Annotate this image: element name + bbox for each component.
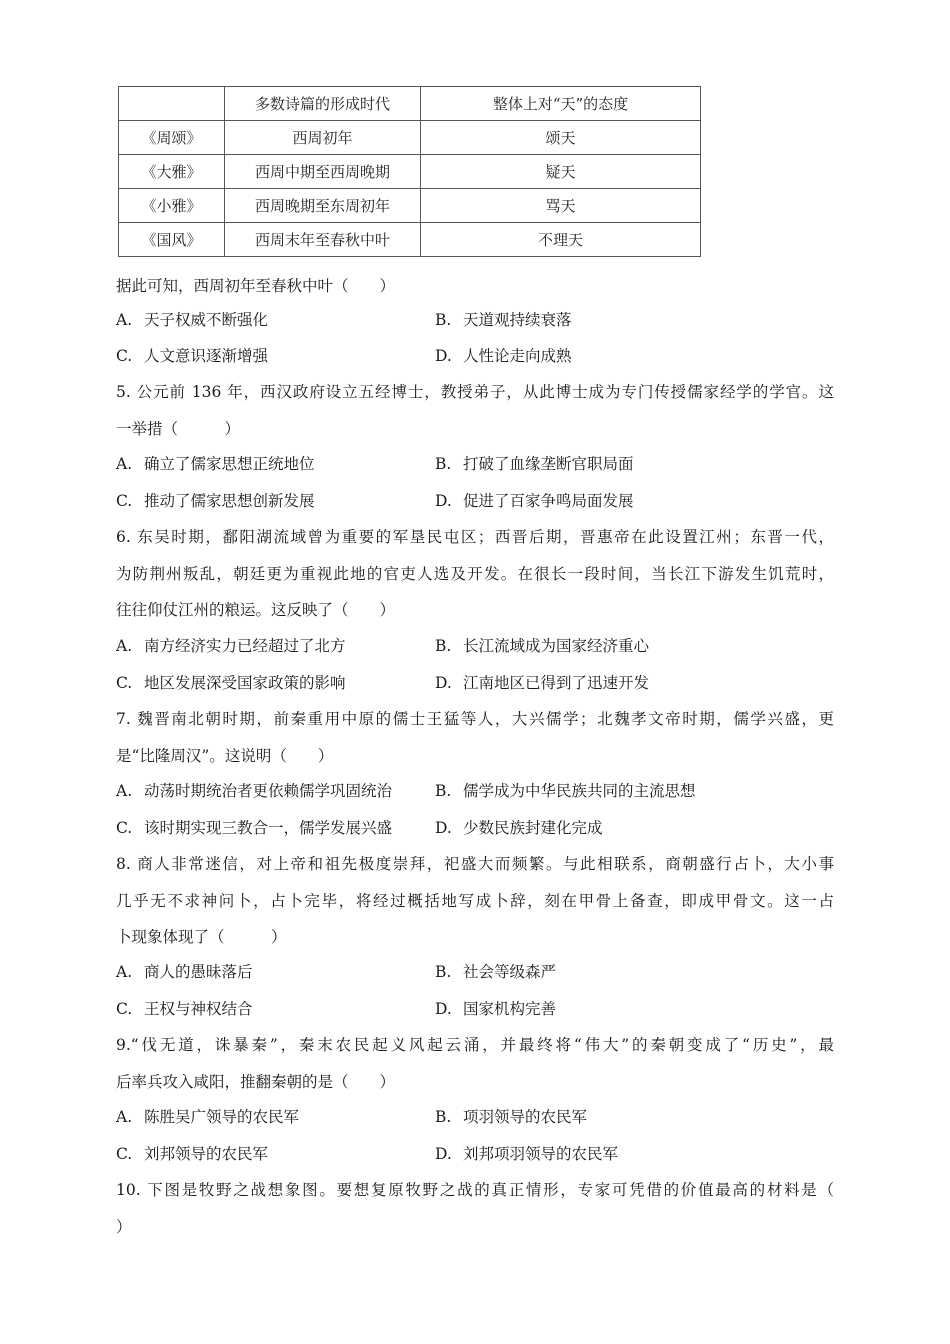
q8-option-c[interactable] — [116, 999, 253, 1019]
q8-option-b[interactable] — [435, 962, 556, 982]
option-text: 王权与神权结合 — [144, 1000, 253, 1018]
q5-option-a[interactable] — [116, 454, 315, 474]
q6-stem-line-3: 往往仰仗江州的粮运。这反映了（ ） — [116, 601, 396, 619]
q9-option-c[interactable] — [116, 1144, 268, 1164]
q4-stem: 据此可知，西周初年至春秋中叶（ ） — [116, 277, 396, 295]
q6-stem-line-1: 6. 东吴时期，鄱阳湖流域曾为重要的军垦民屯区；西晋后期，晋惠帝在此设置江州；东晋一代， — [116, 528, 834, 546]
q5-option-b[interactable] — [435, 454, 634, 474]
table-cell: 《国风》 — [119, 223, 225, 257]
table-cell: 西周末年至春秋中叶 — [225, 223, 421, 257]
q9-stem-line-2: 后率兵攻入咸阳，推翻秦朝的是（ ） — [116, 1073, 396, 1091]
option-text: 国家机构完善 — [463, 1000, 557, 1018]
option-letter: B. — [435, 455, 452, 473]
table-header-cell: 多数诗篇的形成时代 — [225, 87, 421, 121]
option-letter: A. — [116, 963, 133, 981]
q5-stem-line-1: 5. 公元前 136 年，西汉政府设立五经博士，教授弟子，从此博士成为专门传授儒家经学的学官。这 — [116, 383, 834, 401]
table-cell: 骂天 — [421, 189, 701, 223]
option-text: 推动了儒家思想创新发展 — [144, 492, 315, 510]
option-text: 人文意识逐渐增强 — [144, 347, 269, 365]
q5-option-d[interactable] — [435, 491, 634, 511]
option-text: 促进了百家争鸣局面发展 — [463, 492, 634, 510]
q7-option-b[interactable] — [435, 781, 696, 801]
q8-stem-line-1: 8. 商人非常迷信，对上帝和祖先极度崇拜，祀盛大而频繁。与此相联系，商朝盛行占卜，大小事 — [116, 855, 834, 873]
option-letter: A. — [116, 311, 133, 329]
q8-option-a[interactable] — [116, 962, 253, 982]
option-text: 项羽领导的农民军 — [463, 1108, 588, 1126]
q8-stem-line-2: 几乎无不求神问卜，占卜完毕，将经过概括地写成卜辞，刻在甲骨上备查，即成甲骨文。这一占 — [116, 892, 834, 910]
option-text: 人性论走向成熟 — [463, 347, 572, 365]
q9-stem-line-1: 9.“伐无道，诛暴秦”，秦末农民起义风起云涌，并最终将“伟大”的秦朝变成了“历史”，最 — [116, 1036, 834, 1054]
option-text: 少数民族封建化完成 — [463, 819, 603, 837]
option-letter: C. — [116, 1145, 133, 1163]
q4-option-a[interactable] — [116, 310, 268, 330]
option-letter: C. — [116, 819, 133, 837]
option-letter: D. — [435, 674, 452, 692]
q7-option-a[interactable] — [116, 781, 392, 801]
table-header-cell: 整体上对“天”的态度 — [421, 87, 701, 121]
poems-table — [118, 86, 701, 257]
option-letter: C. — [116, 347, 133, 365]
option-letter: D. — [435, 492, 452, 510]
option-letter: D. — [435, 347, 452, 365]
option-letter: B. — [435, 963, 452, 981]
table-cell: 西周晚期至东周初年 — [225, 189, 421, 223]
q5-option-c[interactable] — [116, 491, 315, 511]
option-text: 刘邦项羽领导的农民军 — [463, 1145, 619, 1163]
option-text: 儒学成为中华民族共同的主流思想 — [463, 782, 696, 800]
option-text: 商人的愚昧落后 — [144, 963, 253, 981]
q8-stem-line-3: 卜现象体现了（ ） — [116, 928, 287, 946]
table-row — [119, 223, 701, 257]
table-row — [119, 121, 701, 155]
q7-option-c[interactable] — [116, 818, 392, 838]
option-text: 陈胜吴广领导的农民军 — [144, 1108, 300, 1126]
option-letter: A. — [116, 637, 133, 655]
q6-option-d[interactable] — [435, 673, 649, 693]
option-text: 长江流域成为国家经济重心 — [463, 637, 650, 655]
option-text: 南方经济实力已经超过了北方 — [144, 637, 346, 655]
option-letter: B. — [435, 782, 452, 800]
q9-option-b[interactable] — [435, 1107, 587, 1127]
q9-option-a[interactable] — [116, 1107, 299, 1127]
option-text: 确立了儒家思想正统地位 — [144, 455, 315, 473]
option-letter: B. — [435, 311, 452, 329]
option-text: 动荡时期统治者更依赖儒学巩固统治 — [144, 782, 393, 800]
option-letter: C. — [116, 674, 133, 692]
option-letter: A. — [116, 1108, 133, 1126]
option-text: 该时期实现三教合一，儒学发展兴盛 — [144, 819, 393, 837]
q6-option-c[interactable] — [116, 673, 346, 693]
q6-stem-line-2: 为防荆州叛乱，朝廷更为重视此地的官吏人选及开发。在很长一段时间，当长江下游发生饥荒时， — [116, 565, 834, 583]
table-header-cell — [119, 87, 225, 121]
option-letter: D. — [435, 1000, 452, 1018]
q10-stem-line-1: 10. 下图是牧野之战想象图。要想复原牧野之战的真正情形，专家可凭借的价值最高的材料是（ — [116, 1181, 834, 1199]
option-text: 天子权威不断强化 — [144, 311, 269, 329]
q4-option-c[interactable] — [116, 346, 268, 366]
table-row — [119, 155, 701, 189]
q7-option-d[interactable] — [435, 818, 603, 838]
option-letter: B. — [435, 637, 452, 655]
option-letter: D. — [435, 819, 452, 837]
option-text: 江南地区已得到了迅速开发 — [463, 674, 650, 692]
table-cell: 不理天 — [421, 223, 701, 257]
table-cell: 颂天 — [421, 121, 701, 155]
option-text: 社会等级森严 — [463, 963, 557, 981]
table-cell: 疑天 — [421, 155, 701, 189]
table-cell: 西周初年 — [225, 121, 421, 155]
option-text: 刘邦领导的农民军 — [144, 1145, 269, 1163]
option-text: 天道观持续衰落 — [463, 311, 572, 329]
option-letter: C. — [116, 492, 133, 510]
table-cell: 《周颂》 — [119, 121, 225, 155]
q6-option-a[interactable] — [116, 636, 346, 656]
q10-stem-line-2: ） — [116, 1218, 132, 1236]
q4-option-d[interactable] — [435, 346, 572, 366]
option-text: 打破了血缘垄断官职局面 — [463, 455, 634, 473]
q8-option-d[interactable] — [435, 999, 556, 1019]
table-header-row — [119, 87, 701, 121]
table-cell: 西周中期至西周晚期 — [225, 155, 421, 189]
option-text: 地区发展深受国家政策的影响 — [144, 674, 346, 692]
option-letter: C. — [116, 1000, 133, 1018]
q7-stem-line-2: 是“比隆周汉”。这说明（ ） — [116, 747, 334, 765]
q9-option-d[interactable] — [435, 1144, 618, 1164]
q6-option-b[interactable] — [435, 636, 649, 656]
option-letter: D. — [435, 1145, 452, 1163]
option-letter: B. — [435, 1108, 452, 1126]
option-letter: A. — [116, 782, 133, 800]
table-row — [119, 189, 701, 223]
q7-stem-line-1: 7. 魏晋南北朝时期，前秦重用中原的儒士王猛等人，大兴儒学；北魏孝文帝时期，儒学兴盛，更 — [116, 710, 834, 728]
table-cell: 《小雅》 — [119, 189, 225, 223]
option-letter: A. — [116, 455, 133, 473]
q4-option-b[interactable] — [435, 310, 572, 330]
q5-stem-line-2: 一举措（ ） — [116, 420, 241, 438]
table-cell: 《大雅》 — [119, 155, 225, 189]
